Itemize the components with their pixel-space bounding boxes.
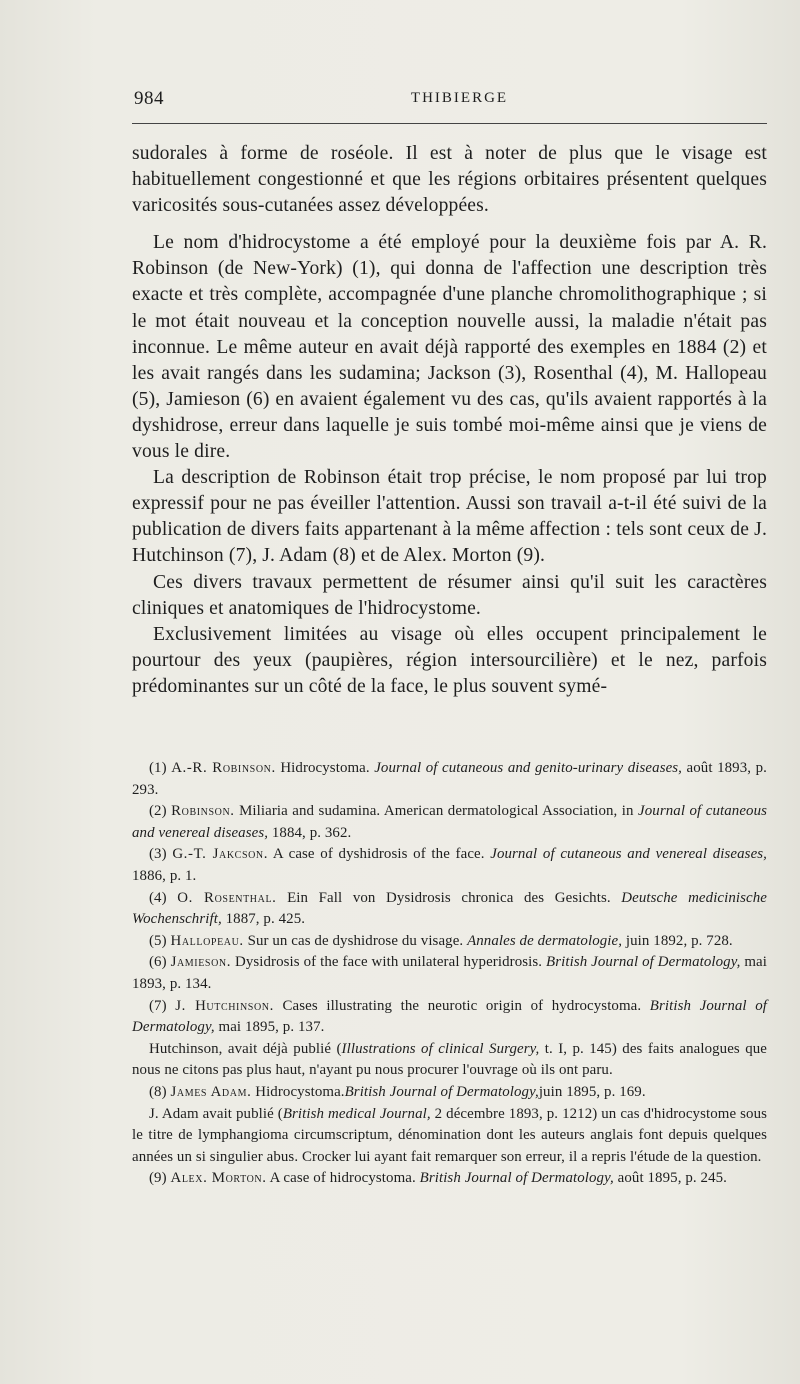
- page-header: [132, 88, 767, 112]
- journal-title: Deutsche medicinische Wochenschrift,: [132, 889, 768, 928]
- footnote-text: A case of hidrocystoma.: [269, 1170, 416, 1187]
- footnote-author: Jamieson.: [170, 954, 232, 971]
- footnote-number: (7): [149, 997, 167, 1014]
- footnote-author: Hallopeau.: [170, 932, 244, 949]
- footnote-citation: 1886, p. 1.: [132, 867, 197, 884]
- footnote-3: [132, 844, 767, 887]
- footnote-citation: t. I, p. 145) des faits analogues que nous ne citons pas plus haut, n'ayant pu nous procurer l'ouvrage où ils ont paru.: [132, 1040, 767, 1079]
- footnote-text: Sur un cas de dyshidrose du visage.: [247, 932, 464, 949]
- footnote-author: Robinson.: [171, 803, 235, 820]
- footnote-9: [132, 1168, 767, 1190]
- footnote-number: (6): [149, 954, 167, 971]
- footnote-4: [132, 888, 767, 931]
- footnote-text: J. Adam avait publié (: [149, 1105, 283, 1122]
- footnote-7-continuation: [132, 1039, 767, 1082]
- journal-title: Journal of cutaneous and genito-urinary diseases,: [374, 760, 683, 776]
- main-text: [132, 141, 767, 700]
- footnote-citation: juin 1892, p. 728.: [625, 932, 733, 949]
- footnote-2: [132, 801, 767, 844]
- paragraph-1: sudorales à forme de roséole. Il est à noter de plus que le visage est habituellement congestionné et que les régions orbitaires présentent quelques varicosités sous-cutanées assez développées.: [132, 143, 767, 217]
- footnote-number: (9): [149, 1170, 167, 1187]
- paragraph-5: Exclusivement limitées au visage où elles occupent principalement le pourtour des yeux (paupières, région intersourcilière) et le nez, parfois prédominantes sur un côté de la face, le plus souvent symé-: [132, 623, 767, 697]
- journal-title: British Journal of Dermatology,: [132, 997, 768, 1036]
- journal-title: Annales de dermatologie,: [467, 932, 623, 949]
- footnote-text: Dysidrosis of the face with unilateral hyperidrosis.: [234, 954, 543, 971]
- footnotes: [132, 758, 767, 1190]
- journal-title: British Journal of Dermatology,: [344, 1083, 539, 1100]
- footnote-author: Alex. Morton.: [170, 1170, 267, 1187]
- running-head: THIBIERGE: [410, 90, 509, 106]
- footnote-6: [132, 952, 767, 995]
- footnote-citation: mai 1893, p. 134.: [132, 954, 767, 992]
- footnote-1: [132, 758, 767, 801]
- footnote-number: (5): [149, 932, 167, 949]
- footnote-citation: août 1895, p. 245.: [617, 1170, 727, 1187]
- footnote-5: [132, 931, 767, 953]
- journal-title: British Journal of Dermatology,: [419, 1170, 614, 1187]
- paragraph-4: Ces divers travaux permettent de résumer ainsi qu'il suit les caractères cliniques et anatomiques de l'hidrocystome.: [132, 571, 767, 619]
- journal-title: British medical Journal,: [282, 1105, 431, 1122]
- footnote-text: Miliaria and sudamina. American dermatological Association, in: [239, 803, 634, 820]
- footnote-text: Cases illustrating the neurotic origin of hydrocystoma.: [282, 997, 642, 1014]
- footnote-7: [132, 996, 767, 1039]
- footnote-text: Hidrocystoma.: [280, 760, 370, 776]
- footnote-citation: juin 1895, p. 169.: [538, 1083, 646, 1100]
- footnote-citation: 1884, p. 362.: [271, 824, 352, 841]
- footnote-number: (4): [149, 889, 167, 906]
- footnote-citation: mai 1895, p. 137.: [218, 1019, 325, 1036]
- footnote-author: O. Rosenthal.: [177, 889, 277, 906]
- journal-title: British Journal of Dermatology,: [546, 954, 741, 971]
- footnote-number: (2): [149, 803, 167, 820]
- footnote-8-continuation: [132, 1104, 767, 1169]
- book-title: Illustrations of clinical Surgery,: [341, 1040, 540, 1057]
- page-number: 984: [134, 88, 164, 109]
- footnote-citation: 1887, p. 425.: [225, 911, 306, 928]
- journal-title: Journal of cutaneous and venereal diseases,: [490, 846, 767, 863]
- footnote-text: Hidrocystoma.: [255, 1083, 345, 1100]
- footnote-author: J. Hutchinson.: [175, 997, 274, 1014]
- footnote-number: (3): [149, 846, 167, 863]
- footnote-author: G.-T. Jakcson.: [172, 846, 269, 863]
- header-rule: [132, 123, 767, 124]
- paragraph-3: La description de Robinson était trop précise, le nom proposé par lui trop expressif pour ne pas éveiller l'attention. Aussi son travail a-t-il été suivi de la publication de divers faits appartenant à la même affection : tels sont ceux de J. Hutchinson (7), J. Adam (8) et de Alex. Morton (9).: [132, 467, 767, 567]
- footnote-text: A case of dyshidrosis of the face.: [272, 846, 485, 863]
- footnote-text: Ein Fall von Dysidrosis chronica des Gesichts.: [287, 889, 611, 906]
- footnote-author: A.-R. Robinson.: [171, 760, 276, 776]
- paragraph-2: Le nom d'hidrocystome a été employé pour la deuxième fois par A. R. Robinson (de New-York) (1), qui donna de l'affection une description très exacte et très complète, accompagnée d'une planche chromolithographique ; si le mot était nouveau et la conception nouvelle aussi, la maladie n'était pas inconnue. Le même auteur en avait déjà rapporté des exemples en 1884 (2) et les avait rangés dans les sudamina; Jackson (3), Rosenthal (4), M. Hallopeau (5), Jamieson (6) en avaient également vu des cas, qu'ils avaient rapportés à la dyshidrose, erreur dans laquelle je suis tombé moi-même ainsi que je viens de vous le dire.: [132, 232, 767, 463]
- footnote-citation: 2 décembre 1893, p. 1212) un cas d'hidrocystome sous le titre de lymphangioma circumscriptum, dénomination dont les auteurs anglais font depuis quelques années un si singulier abus. Crocker lui ayant fait remarquer son erreur, il a repris l'étude de la question.: [132, 1105, 768, 1165]
- footnote-number: (1): [149, 760, 167, 776]
- footnote-8: [132, 1082, 767, 1104]
- footnote-text: Hutchinson, avait déjà publié (: [149, 1040, 342, 1057]
- journal-title: Journal of cutaneous and venereal diseases,: [132, 803, 768, 841]
- footnote-number: (8): [149, 1083, 167, 1100]
- footnote-citation: août 1893, p. 293.: [132, 760, 767, 798]
- footnote-author: James Adam.: [170, 1083, 252, 1100]
